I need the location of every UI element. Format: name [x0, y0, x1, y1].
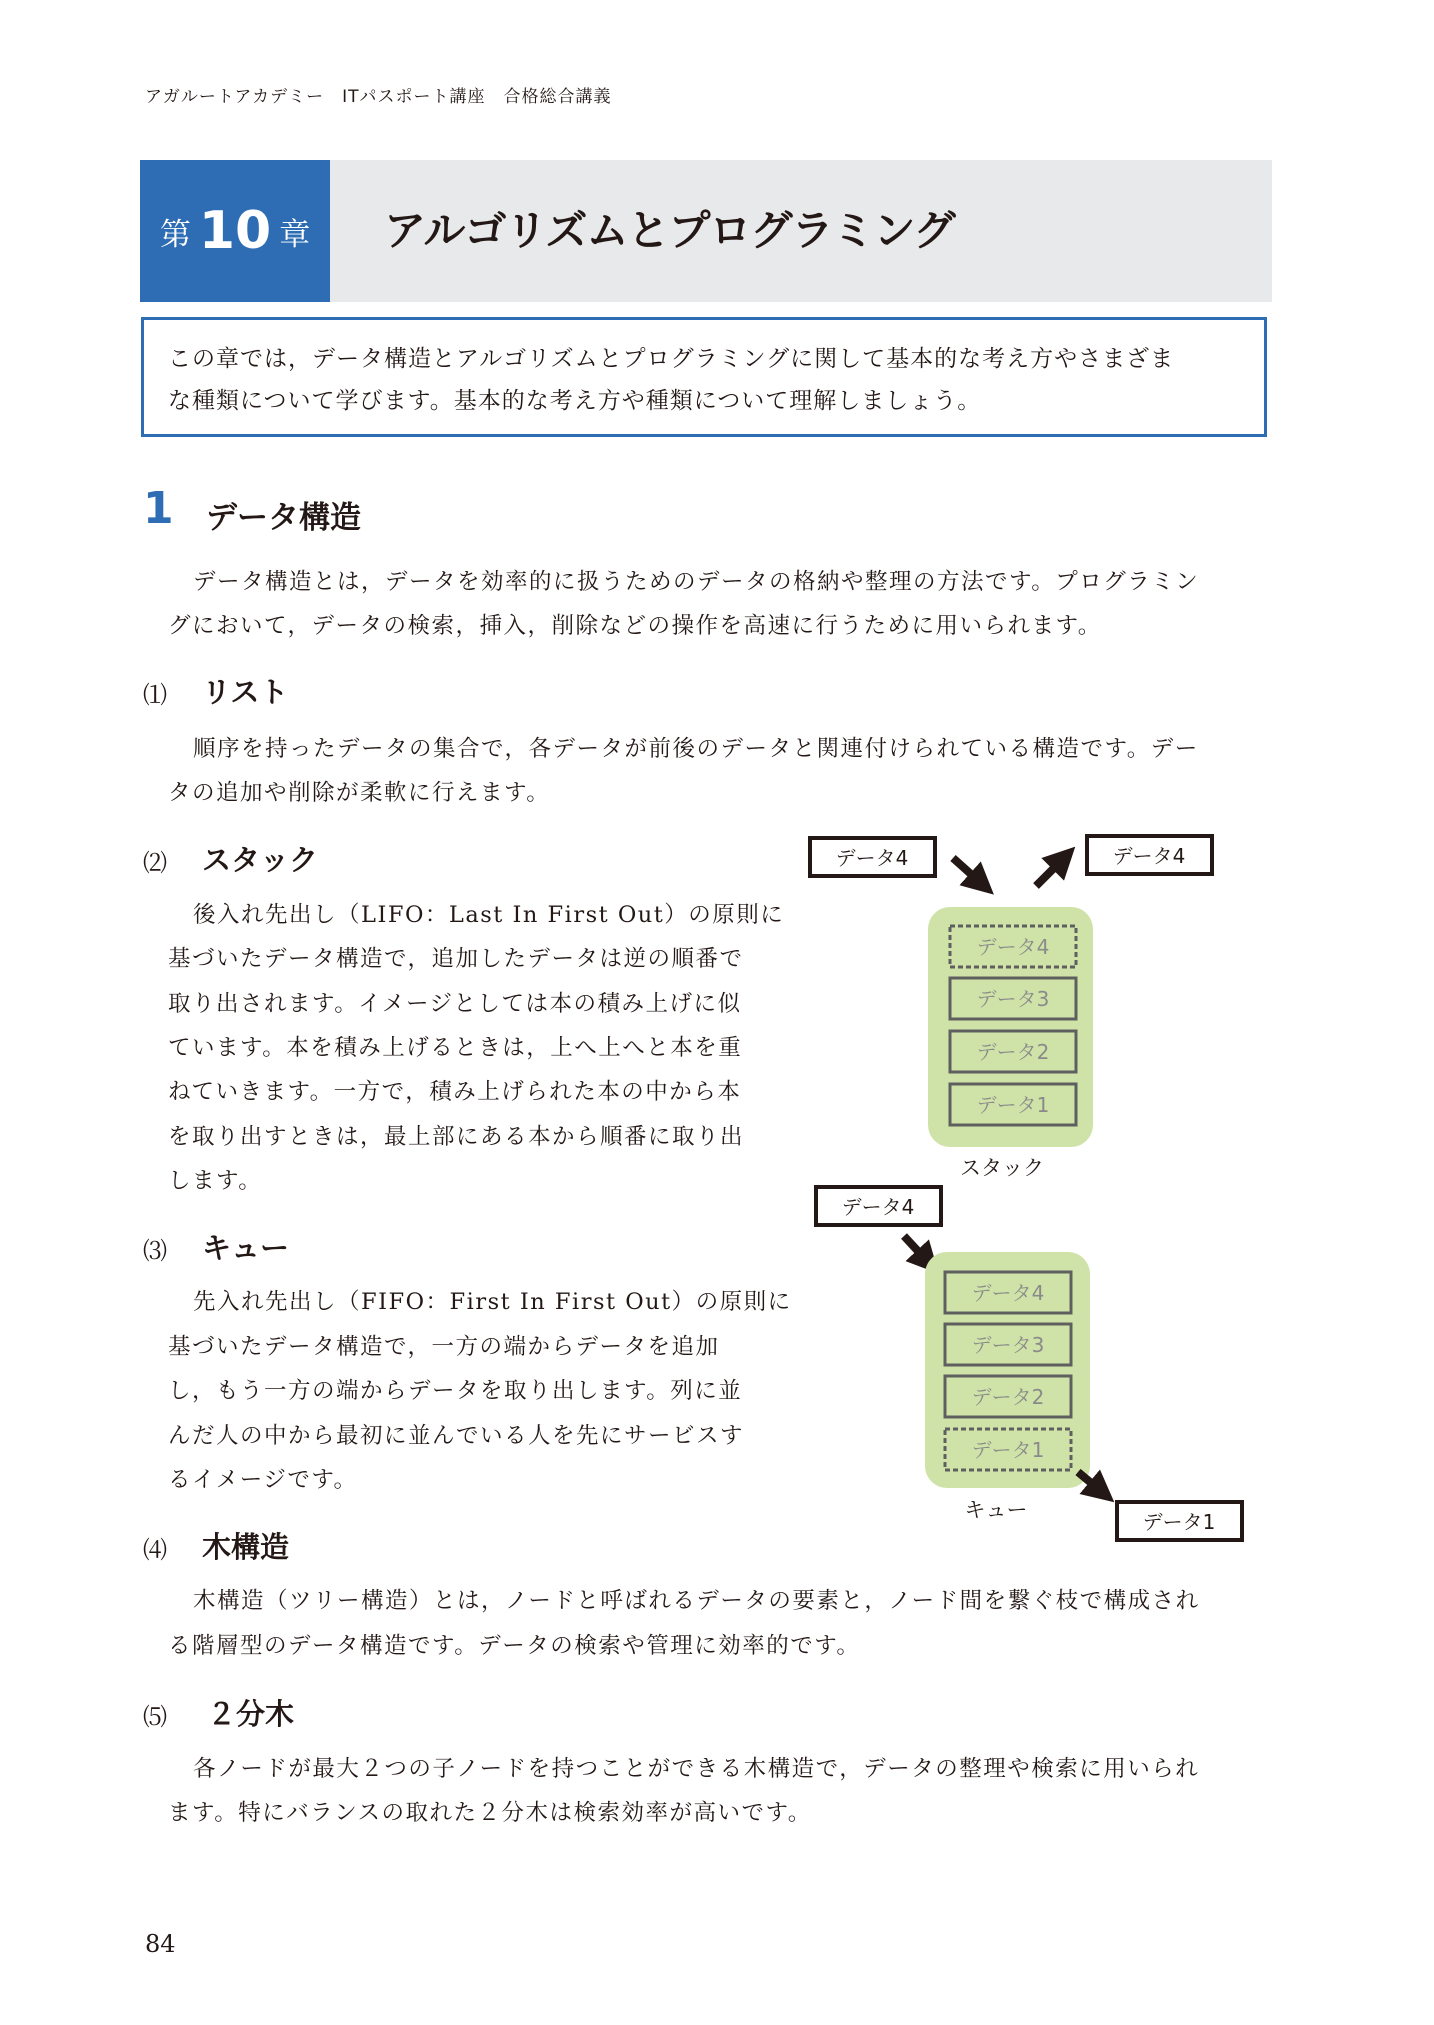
stack-push-arrow [953, 858, 982, 884]
chapter-title: アルゴリズムとプログラミング [384, 206, 955, 255]
queue-dequeue-label: データ1 [1142, 1510, 1216, 1534]
queue-item-label: データ3 [971, 1333, 1045, 1357]
subsection-title: 木構造 [202, 1530, 290, 1564]
page-number: 84 [145, 1930, 176, 1958]
running-header: アガルートアカデミー ITパスポート講座 合格総合講義 [145, 87, 612, 107]
stack-item-label: データ4 [976, 935, 1050, 959]
subsection-body-line: ます。特にバランスの取れた２分木は検索効率が高いです。 [168, 1800, 812, 1826]
subsection-title: ２分木 [207, 1697, 295, 1731]
section-title: データ構造 [206, 500, 361, 536]
section-body-line: データ構造とは，データを効率的に扱うためのデータの格納や整理の方法です。プログラミン [193, 569, 1200, 595]
stack-caption: スタック [960, 1156, 1044, 1180]
subsection-title: スタック [202, 843, 319, 877]
subsection-body-line: 後入れ先出し（LIFO：Last In First Out）の原則に [193, 902, 785, 928]
intro-line: この章では，データ構造とアルゴリズムとプログラミングに関して基本的な考え方やさまざま [168, 346, 1175, 372]
subsection-number: ⑵ [143, 849, 167, 877]
queue-enqueue-label: データ4 [841, 1195, 915, 1219]
subsection-body-line: る階層型のデータ構造です。データの検索や管理に効率的です。 [168, 1633, 861, 1659]
subsection-number: ⑸ [143, 1703, 167, 1731]
subsection-title: リスト [202, 675, 289, 709]
subsection-title: キュー [202, 1231, 290, 1265]
subsection-body-line: んだ人の中から最初に並んでいる人を先にサービスす [168, 1423, 745, 1449]
subsection-body-line: し，もう一方の端からデータを取り出します。列に並 [168, 1378, 743, 1404]
stack-pop-arrow [1036, 858, 1064, 886]
chapter-suffix: 章 [279, 216, 311, 253]
stack-figure [810, 836, 1212, 1180]
queue-caption: キュー [964, 1498, 1028, 1522]
subsection-number: ⑶ [143, 1237, 167, 1265]
subsection-body-line: 各ノードが最大２つの子ノードを持つことができる木構造で，データの整理や検索に用いられ [193, 1756, 1200, 1782]
stack-item-label: データ2 [976, 1040, 1050, 1064]
stack-push-label: データ4 [835, 846, 909, 870]
section-body-line: グにおいて，データの検索，挿入，削除などの操作を高速に行うために用いられます。 [168, 613, 1102, 639]
subsection-number: ⑷ [143, 1536, 167, 1564]
queue-enqueue-arrow [904, 1236, 928, 1262]
subsection-body-line: ねていきます。一方で，積み上げられた本の中から本 [168, 1079, 742, 1105]
stack-item-label: データ3 [976, 987, 1050, 1011]
chapter-prefix: 第 [159, 216, 191, 253]
subsection-body-line: 取り出されます。イメージとしては本の積み上げに似 [168, 991, 742, 1017]
queue-item-label: データ1 [971, 1438, 1045, 1462]
intro-line: な種類について学びます。基本的な考え方や種類について理解しましょう。 [168, 388, 982, 414]
section-number: 1 [143, 483, 174, 534]
queue-item-label: データ4 [971, 1281, 1045, 1305]
queue-item-label: データ2 [971, 1385, 1045, 1409]
subsection-number: ⑴ [143, 681, 167, 709]
subsection-body-line: るイメージです。 [168, 1467, 358, 1493]
subsection-body-line: タの追加や削除が柔軟に行えます。 [168, 780, 551, 806]
subsection-body-line: 基づいたデータ構造で，追加したデータは逆の順番で [168, 946, 744, 972]
subsection-body-line: 順序を持ったデータの集合で，各データが前後のデータと関連付けられている構造です。デー [193, 736, 1199, 762]
subsection-body-line: 基づいたデータ構造で，一方の端からデータを追加 [168, 1334, 720, 1360]
stack-pop-label: データ4 [1112, 844, 1186, 868]
chapter-number: 10 [198, 201, 272, 261]
subsection-body-line: 先入れ先出し（FIFO：First In First Out）の原則に [193, 1289, 792, 1315]
subsection-body-line: を取り出すときは，最上部にある本から順番に取り出 [168, 1124, 745, 1150]
subsection-body-line: ています。本を積み上げるときは，上へ上へと本を重 [168, 1035, 743, 1061]
stack-item-label: データ1 [976, 1093, 1050, 1117]
queue-figure [816, 1187, 1242, 1540]
subsection-body-line: します。 [168, 1168, 263, 1194]
subsection-body-line: 木構造（ツリー構造）とは，ノードと呼ばれるデータの要素と，ノード間を繋ぐ枝で構成され [193, 1588, 1200, 1614]
